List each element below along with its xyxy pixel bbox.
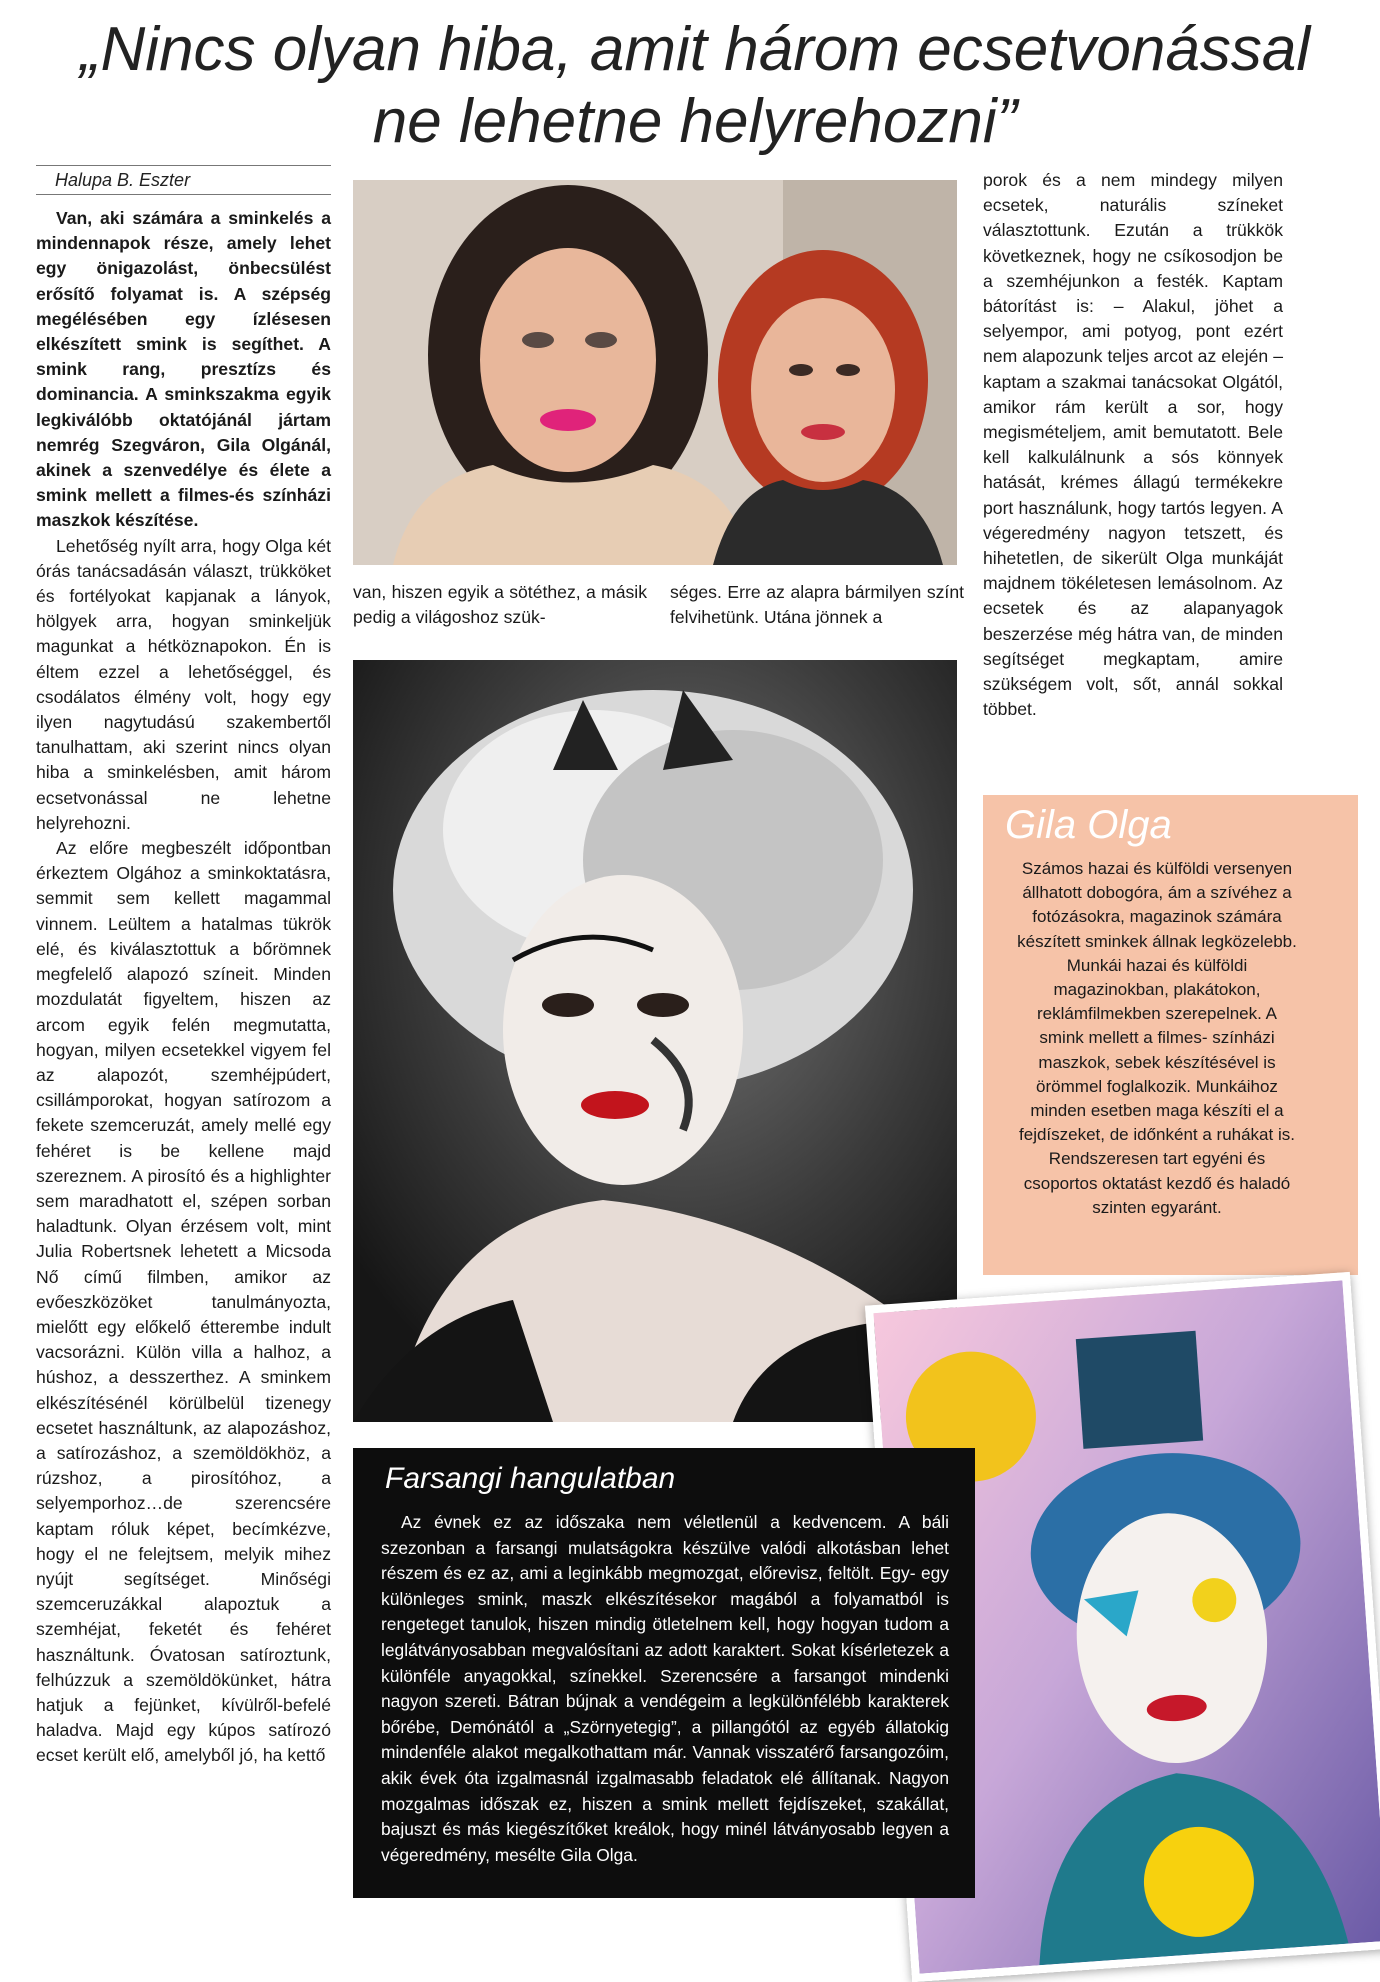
headline [40,14,1350,158]
column-right [983,168,1283,722]
headline-line-1: „Nincs olyan hiba, amit három ecsetvonással [79,15,1311,84]
byline-rule-bottom [36,194,331,195]
selfie-photo [353,180,957,565]
body-paragraph-2: Az előre megbeszélt időpontban érkeztem Olgához a sminkoktatásra, semmit sem kellett magammal vinnem. Leültem a hatalmas tükrök elé, és kiválasztottuk a bőrömnek megfelelő alapozó színeit. Minden mozdulatát figyeltem, hiszen az arcom egyik felén megmutatta, hogyan, milyen ecsetekkel vigyem fel az alapozót, szemhéjpúdert, csillámporokat, hogyan satírozom a fekete szemceruzát, amely mellé egy fehéret is be kellene majd szereznem. A pirosító és a highlighter sem maradhatott el, szépen sorban haladtunk. Olyan érzésem volt, mint Julia Robertsnek lehetett a Micsoda Nő című filmben, amikor az evőeszközöket tanulmányozta, mielőtt egy előkelő étterembe indult vacsorázni. Külön villa a halhoz, a húshoz, a desszerthez. A sminkem elkészítésénél körülbelül tizenegy ecsetet használtunk, az alapozáshoz, a satírozáshoz, a szemöldökhöz, a rúzshoz, a pirosítóhoz, a selyemporhoz…de szerencsére kaptam róluk képet, becímkézve, hogy el ne felejtsem, melyik mihez nyújt segítséget. Minőségi szemceruzákkal alapoztuk a szemhéjat, feketét és fehéret használtunk. Óvatosan satíroztunk, felhúzzuk a szemöldökünket, hátra hatjuk a fejünket, kívülről-befelé haladva. Majd egy kúpos satírozó ecset került elő, amelyből jó, ha kettő [36,838,331,1766]
column-mid-b [670,580,964,630]
carnival-sidebar-paragraph: Az évnek ez az időszaka nem véletlenül a kedvencem. A báli szezonban a farsangi mulatságokra készülve valódi alkotásban lehet részem és ez az, ami a leginkább megmozgat, előrevisz, feltölt. Egy- egy különleges smink, maszk elkészítésekor magából a folyamatból is rengeteget tanulok, hiszen mindig ötletelnem kell, hogy hogyan tudom a leglátványosabban megvalósítani az adott karaktert. Sokat kísérletezek a különféle anyagokkal, színekkel. Szerencsére a farsangot mindenki nagyon szereti. Bátran bújnak a vendégeim a legkülönfélébb karakterek bőrébe, Demónától a „Szörnyetegig”, a pillangótól az egyéb állatokig mindenféle alakot megalkothattam már. Vannak visszatérő farsangozóim, akik évek óta izgalmasnál izgalmasabb feladatok elé állítanak. Nagyon mozgalmas időszak ez, hiszen a smink mellett fejdíszeket, szakállat, bajuszt és más kiegészítőket kreálok, hogy minél látványosabb legyen a végeredmény, mesélte Gila Olga. [381,1512,949,1865]
body-paragraph-1: Lehetőség nyílt arra, hogy Olga két órás tanácsadásán választ, trükköket és fortélyokat kapjanak a lányok, hölgyek arra, hogyan sminkeljük magunkat a hétköznapokon. Én is éltem ezzel a lehetőséggel, és csodálatos élmény volt, hogy egy ilyen nagytudású szakembertől tanulhattam, aki szerint nincs olyan hiba a sminkelésben, amit három ecsetvonással ne lehetne helyrehozni. [36,535,331,833]
byline-rule-top [36,165,331,166]
profile-box [983,795,1358,1275]
lead-paragraph: Van, aki számára a sminkelés a mindennapok része, amely lehet egy önigazolást, önbecsülést erősítő folyamat is. A szépség megélésében egy ízlésesen elkészített smink is segíthet. A smink rang, presztízs és dominancia. A sminkszakma egyik legkiválóbb oktatójánál jártam nemrég Szegváron, Gila Olgánál, akinek a szenvedélye és élete a smink mellett a filmes-és színházi maszkok készítése. [36,208,331,531]
profile-box-title: Gila Olga [1005,803,1172,847]
author-byline: Halupa B. Eszter [55,170,191,190]
right-column-text: porok és a nem mindegy milyen ecsetek, naturális színeket választottunk. Ezután a trükkök következnek, hogy ne csíkosodjon be a szemhéjunkon a festék. Kaptam bátorítást is: – Alakul, jöhet a selyempor, ami potyog, pont ezért nem alapozunk teljes arcot az elején – kaptam a szakmai tanácsokat Olgától, amikor rám került a sor, hogy megismételjem, amit bemutatott. Bele kell kalkulálnunk a sós könnyek hatását, krémes állagú termékekre port használunk, hogy tartós legyen. A végeredmény nagyon tetszett, és hihetetlen, de sikerült Olga munkáját majdnem tökéletesen lemásolnom. Az ecsetek és az alapanyagok beszerzése még hátra van, de minden segítséget megkaptam, amire szükségem volt, sőt, annál sokkal többet. [983,170,1283,720]
carnival-sidebar-body [381,1510,949,1868]
carnival-sidebar [353,1448,975,1898]
headline-line-2: ne lehetne helyrehozni” [372,87,1018,156]
carnival-sidebar-title: Farsangi hangulatban [385,1462,676,1495]
mid-text-a: van, hiszen egyik a sötéthez, a másik pedig a világoshoz szük- [353,582,647,628]
column-mid-a [353,580,647,630]
selfie-illustration [353,180,957,565]
profile-box-body: Számos hazai és külföldi versenyen állhatott dobogóra, ám a szívéhez a fotózásokra, magazinok számára készített sminkek állnak legközelebb. Munkái hazai és külföldi magazinokban, plakátokon, reklámfilmekben szerepelnek. A smink mellett a filmes- színházi maszkok, sebek készítésével is örömmel foglalkozik. Munkáihoz minden esetben maga készíti el a fejdíszeket, de időnként a ruhákat is. Rendszeresen tart egyéni és csoportos oktatást kezdő és haladó szinten egyaránt. [1017,859,1297,1217]
mid-text-b: séges. Erre az alapra bármilyen színt felvihetünk. Utána jönnek a [670,582,964,628]
column-left [36,206,331,1769]
